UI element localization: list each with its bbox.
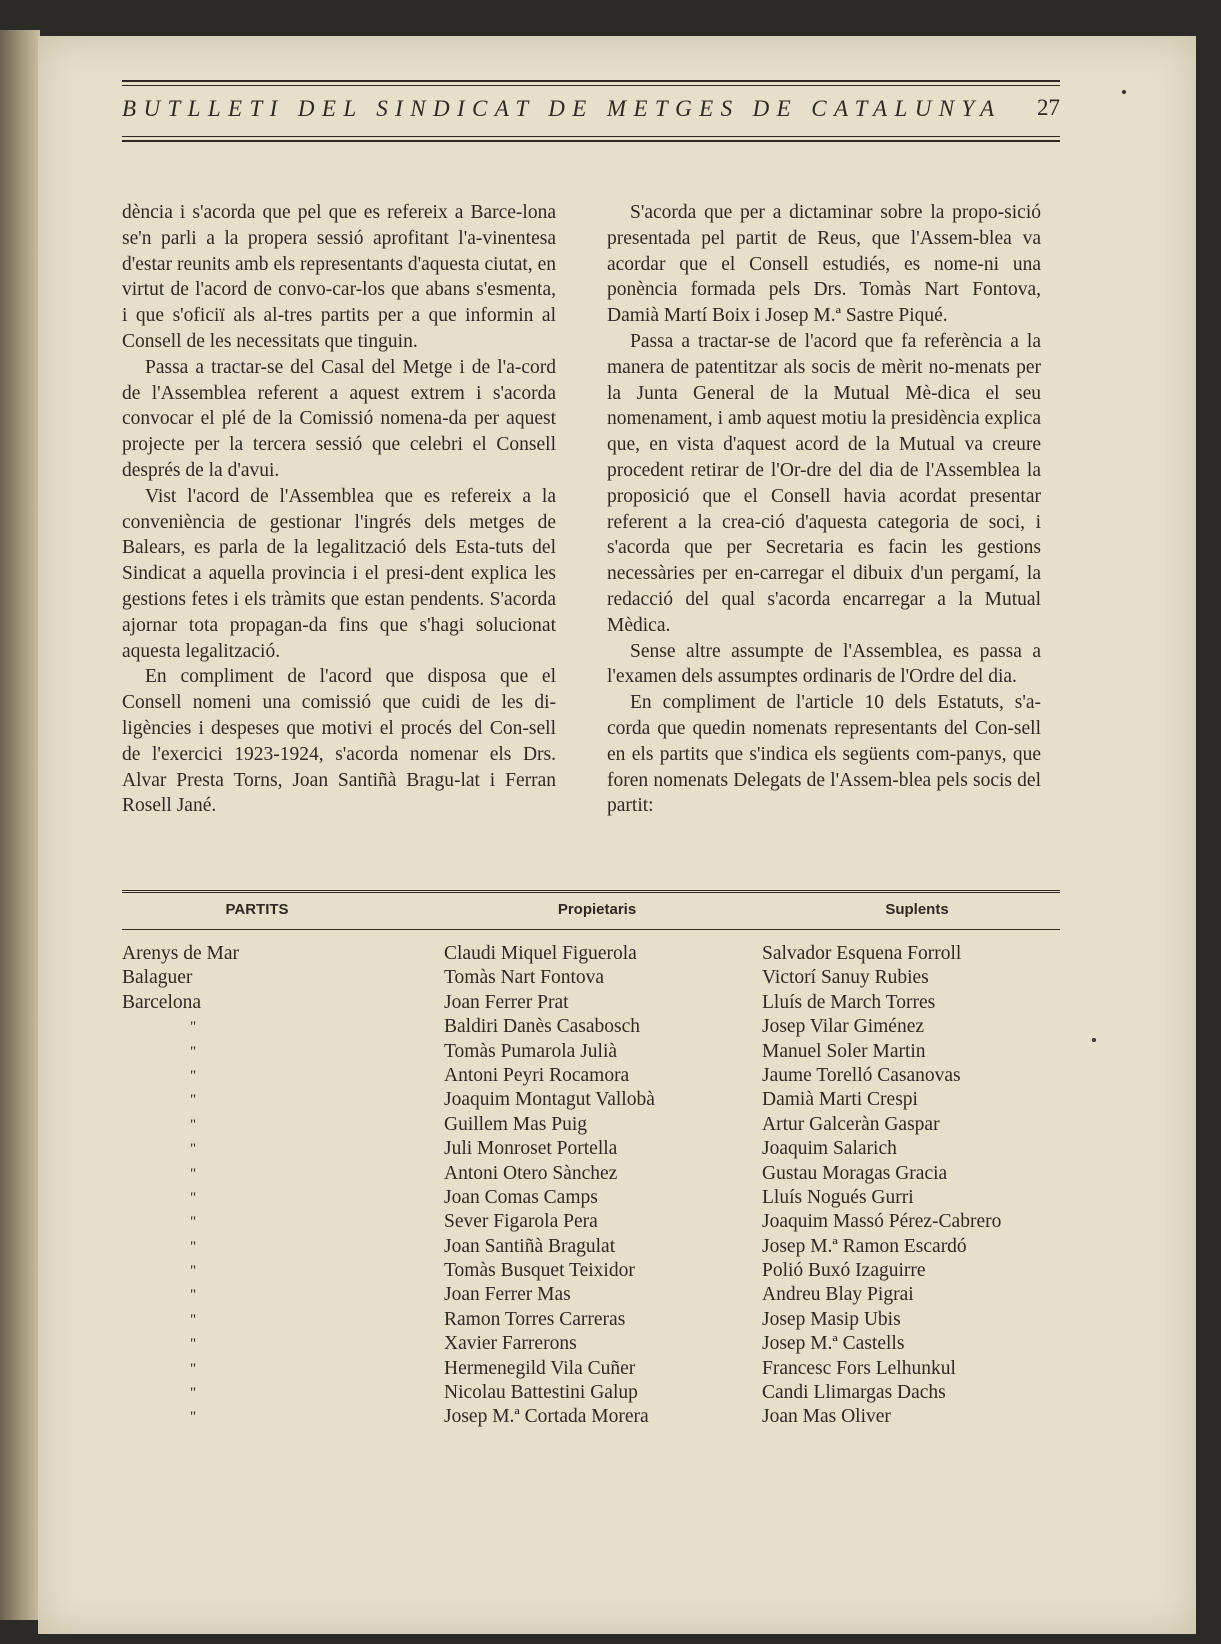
left-column-paragraph: Vist l'acord de l'Assemblea que es refereix a la conveniència de gestionar l'ingrés dels metges de Balears, es parla de la legalització dels Esta-tuts del Sindicat a aquella provincia i el presi-dent explica les gestions fetes i els tràmits que estan pendents. S'acorda ajornar tota propagan-da fins que s'hagi solucionat aquesta legalització.	[122, 485, 556, 662]
table-row	[122, 1405, 1060, 1429]
journal-title: BUTLLETI DEL SINDICAT DE METGES DE CATALUNYA	[122, 96, 1002, 121]
table-row	[122, 1235, 1060, 1259]
cell-suplent: Gustau Moragas Gracia	[762, 1162, 948, 1184]
cell-suplent: Josep Masip Ubis	[762, 1308, 901, 1330]
left-column-paragraph: Passa a tractar-se del Casal del Metge i de l'a-cord de l'Assemblea referent a aquest extrem i s'acorda convocar el plé de la Comissió nomena-da per aquest projecte per la tercera sessió que celebri el Consell després de la d'avui.	[122, 356, 556, 481]
table-row	[122, 1210, 1060, 1234]
table-row	[122, 1137, 1060, 1161]
cell-suplent: Artur Galceràn Gaspar	[762, 1113, 940, 1135]
cell-suplent: Josep Vilar Giménez	[762, 1016, 925, 1038]
table-row	[122, 1064, 1060, 1088]
cell-suplent: Salvador Esquena Forroll	[762, 943, 962, 964]
header-partits: PARTITS	[225, 901, 289, 918]
header-rule-bottom	[122, 140, 1060, 142]
cell-propietari: Antoni Otero Sànchez	[444, 1162, 618, 1184]
cell-suplent: Damià Marti Crespi	[762, 1089, 918, 1111]
cell-propietari: Nicolau Battestini Galup	[444, 1382, 638, 1404]
ditto-mark: "	[190, 1385, 197, 1402]
cell-propietari: Tomàs Busquet Teixidor	[444, 1260, 635, 1282]
cell-propietari: Joaquim Montagut Vallobà	[444, 1089, 655, 1111]
cell-propietari: Guillem Mas Puig	[444, 1113, 588, 1135]
cell-suplent: Candi Llimargas Dachs	[762, 1382, 946, 1404]
ink-speck	[1122, 90, 1126, 94]
table-row	[122, 991, 1060, 1015]
cell-suplent: Josep M.ª Castells	[762, 1333, 905, 1355]
table-row	[122, 1332, 1060, 1356]
cell-propietari: Joan Santiñà Bragulat	[444, 1235, 616, 1257]
table-row	[122, 1088, 1060, 1112]
table-row	[122, 1259, 1060, 1283]
cell-propietari: Tomàs Nart Fontova	[444, 967, 605, 989]
ditto-mark: "	[190, 1287, 197, 1304]
cell-propietari: Baldiri Danès Casabosch	[444, 1016, 641, 1038]
cell-propietari: Claudi Miquel Figuerola	[444, 943, 637, 964]
left-text-column	[122, 200, 556, 819]
cell-partit: Arenys de Mar	[122, 943, 239, 964]
ditto-mark: "	[190, 1141, 197, 1158]
cell-suplent: Francesc Fors Lelhunkul	[762, 1357, 956, 1379]
cell-suplent: Joaquim Salarich	[762, 1138, 897, 1160]
table-row	[122, 1113, 1060, 1137]
ink-speck	[1092, 1038, 1096, 1042]
cell-suplent: Andreu Blay Pigrai	[762, 1284, 914, 1306]
ditto-mark: "	[190, 1067, 197, 1084]
table-row	[122, 1040, 1060, 1064]
table-row	[122, 966, 1060, 990]
page-number: 27	[1037, 95, 1060, 120]
ditto-mark: "	[190, 1116, 197, 1133]
right-column-paragraph: S'acorda que per a dictaminar sobre la propo-sició presentada pel partit de Reus, que l'Assem-blea va acordar que el Consell estudiés, es nome-ni una ponència formada pels Drs. Tomàs Nart Fontova, Damià Martí Boix i Josep M.ª Sastre Piqué.	[607, 202, 1041, 327]
table-row	[122, 1381, 1060, 1405]
ditto-mark: "	[190, 1238, 197, 1255]
cell-propietari: Ramon Torres Carreras	[444, 1308, 626, 1330]
cell-suplent: Polió Buxó Izaguirre	[762, 1260, 926, 1282]
cell-propietari: Sever Figarola Pera	[444, 1211, 598, 1233]
header-rule-bottom-thin	[122, 136, 1060, 137]
cell-suplent: Josep M.ª Ramon Escardó	[762, 1235, 967, 1257]
table-row	[122, 1283, 1060, 1307]
cell-suplent: Jaume Torelló Casanovas	[762, 1064, 961, 1086]
table-row	[122, 1162, 1060, 1186]
ditto-mark: "	[190, 1092, 197, 1109]
running-header	[122, 80, 1060, 150]
cell-propietari: Hermenegild Vila Cuñer	[444, 1357, 636, 1379]
cell-suplent: Lluís de March Torres	[762, 991, 936, 1013]
ditto-mark: "	[190, 1189, 197, 1206]
cell-propietari: Joan Comas Camps	[444, 1186, 598, 1208]
left-column-paragraph: dència i s'acorda que pel que es refereix a Barce-lona se'n parli a la propera sessió aprofitant l'a-vinentesa d'estar reunits amb els representants d'aquesta ciutat, en virtut de l'acord de convo-car-los que abans s'esmenta, i que s'oficiï als al-tres partits per a que informin al Consell de les necessitats que tinguin.	[122, 202, 556, 352]
cell-propietari: Joan Ferrer Prat	[444, 991, 569, 1013]
cell-suplent: Lluís Nogués Gurri	[762, 1186, 914, 1208]
ditto-mark: "	[190, 1409, 197, 1426]
right-column-paragraph: Passa a tractar-se de l'acord que fa referència a la manera de patentitzar als socis de mèrit no-menats per la Junta General de la Mutual Mè-dica el seu nomenament, i amb aquest motiu la presidència explica que, en vista d'aquest acord de la Mutual va creure procedent retirar de l'Or-dre del dia de l'Assemblea la proposició que el Consell havia acordat presentar referent a la crea-ció d'aquesta categoria de soci, i s'acorda que per Secretaria es facin les gestions necessàries per en-carregar el dibuix d'un pergamí, la redacció del qual s'acorda encarregar a la Mutual Mèdica.	[607, 330, 1041, 636]
cell-propietari: Joan Ferrer Mas	[444, 1284, 571, 1306]
table-row	[122, 1015, 1060, 1039]
header-suplents: Suplents	[885, 901, 949, 918]
cell-suplent: Joan Mas Oliver	[762, 1406, 891, 1428]
header-propietaris: Propietaris	[557, 901, 637, 918]
cell-suplent: Joaquim Massó Pérez-Cabrero	[762, 1211, 1002, 1233]
table-row	[122, 1357, 1060, 1381]
cell-partit: Barcelona	[122, 991, 202, 1013]
table-row	[122, 942, 1060, 966]
left-column-paragraph: En compliment de l'acord que disposa que el Consell nomeni una comissió que cuidi de les di-ligències i despeses que motivi el procés del Con-sell de l'exercici 1923-1924, s'acorda nomenar els Drs. Alvar Presta Torns, Joan Santiñà Bragu-lat i Ferran Rosell Jané.	[122, 666, 556, 817]
header-rule-top-thin	[122, 85, 1060, 86]
ditto-mark: "	[190, 1263, 197, 1280]
ditto-mark: "	[190, 1019, 197, 1036]
cell-propietari: Josep M.ª Cortada Morera	[444, 1406, 649, 1428]
right-text-column	[607, 200, 1041, 819]
ditto-mark: "	[190, 1165, 197, 1182]
right-column-paragraph: Sense altre assumpte de l'Assemblea, es passa a l'examen dels assumptes ordinaris de l'Ordre del dia.	[607, 640, 1041, 688]
table-row	[122, 1186, 1060, 1210]
right-column-paragraph: En compliment de l'article 10 dels Estatuts, s'a-corda que quedin nomenats representants del Con-sell en els partits que s'indica els següents com-panys, que foren nomenats Delegats de l'Assem-blea pels socis del partit:	[607, 692, 1041, 817]
ditto-mark: "	[190, 1311, 197, 1328]
cell-propietari: Juli Monroset Portella	[444, 1138, 618, 1160]
table-body	[122, 942, 1060, 1430]
ditto-mark: "	[190, 1336, 197, 1353]
cell-propietari: Antoni Peyri Rocamora	[444, 1064, 630, 1086]
cell-propietari: Tomàs Pumarola Julià	[444, 1040, 618, 1062]
ditto-mark: "	[190, 1360, 197, 1377]
cell-partit: Balaguer	[122, 967, 193, 989]
cell-propietari: Xavier Farrerons	[444, 1333, 577, 1355]
ditto-mark: "	[190, 1214, 197, 1231]
header-rule-top	[122, 80, 1060, 82]
cell-suplent: Manuel Soler Martin	[762, 1040, 926, 1062]
table-row	[122, 1308, 1060, 1332]
ditto-mark: "	[190, 1043, 197, 1060]
cell-suplent: Victorí Sanuy Rubies	[762, 967, 929, 989]
table-header	[122, 890, 1060, 930]
book-binding-edge	[0, 30, 40, 1620]
